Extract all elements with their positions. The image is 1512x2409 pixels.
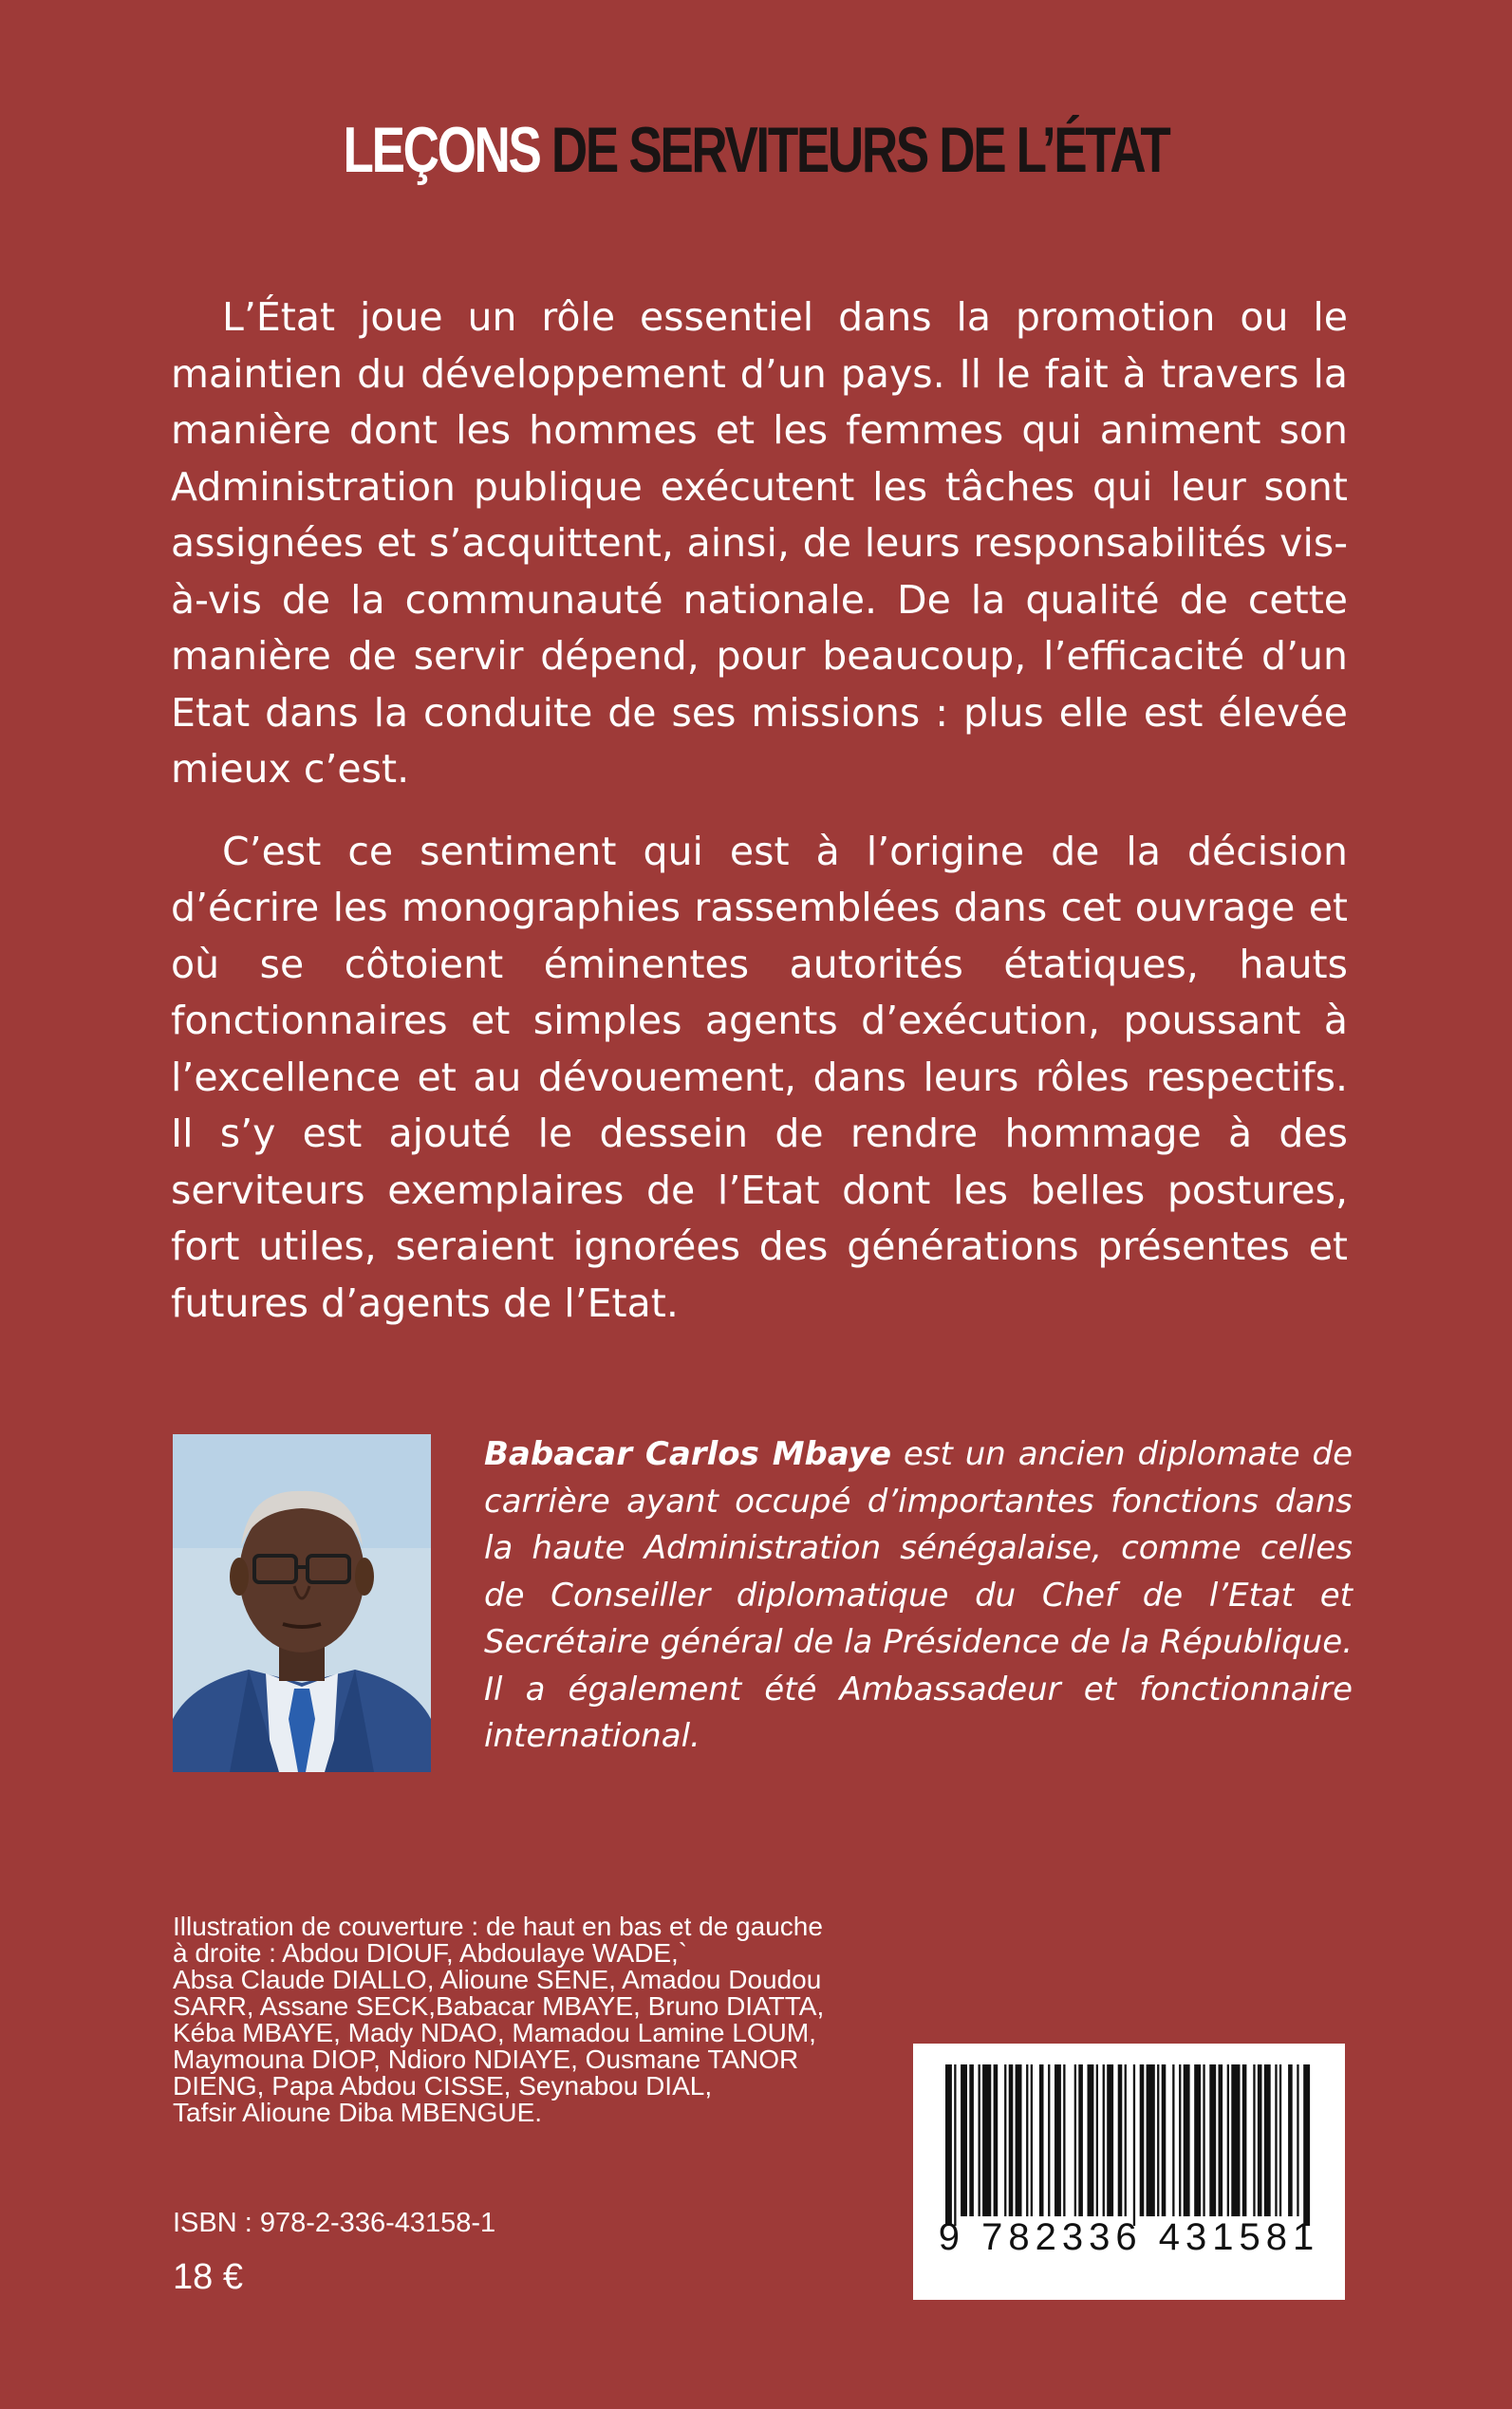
barcode-bar <box>1172 2064 1174 2216</box>
barcode-bar <box>1279 2064 1281 2216</box>
barcode-bar <box>1209 2064 1216 2216</box>
barcode-bar <box>1031 2064 1033 2216</box>
barcode-bar <box>1275 2064 1277 2216</box>
barcode-bar <box>1009 2064 1014 2216</box>
barcode-bar <box>954 2064 956 2226</box>
barcode-bar <box>1026 2064 1028 2216</box>
author-portrait-image <box>173 1434 431 1772</box>
blurb-paragraph-2: C’est ce sentiment qui est à l’origine de la décision d’écrire les monographies rassemblées dans cet ouvrage et où se côtoient éminentes autorités étatiques, hauts fonctionnaires et simples agents d’exécution, poussant à l’excellence et au dévouement, dans leurs rôles respectifs. Il s’y est ajouté le dessein de rendre hommage à des serviteurs exemplaires de l’Etat dont les belles postures, fort utiles, seraient ignorées des générations présentes et futures d’agents de l’Etat. <box>171 828 1348 1326</box>
barcode-bar <box>1242 2064 1247 2216</box>
barcode-bar <box>1219 2064 1223 2216</box>
barcode-bar <box>1203 2064 1204 2216</box>
barcode-bar <box>1063 2064 1065 2216</box>
barcode-bar <box>1103 2064 1105 2216</box>
book-title <box>166 112 1346 190</box>
title-word-lecons: LEÇONS <box>343 114 540 186</box>
barcode-bars <box>913 2044 1345 2300</box>
barcode-bar <box>1231 2064 1240 2216</box>
author-name: Babacar Carlos Mbaye <box>484 1435 892 1473</box>
barcode-bar <box>1118 2064 1123 2216</box>
barcode-bar <box>1264 2064 1271 2216</box>
barcode-bar <box>1194 2064 1201 2216</box>
barcode-bar <box>1140 2064 1145 2216</box>
barcode-bar <box>1074 2064 1076 2216</box>
barcode-bar <box>1048 2064 1050 2216</box>
author-photo <box>173 1434 431 1772</box>
barcode-bar <box>1039 2064 1044 2216</box>
barcode-bar <box>945 2064 952 2226</box>
barcode-bar <box>1184 2064 1190 2216</box>
barcode-bar <box>1088 2064 1094 2216</box>
barcode-digits: 9 782336 431581 <box>938 2216 1320 2258</box>
barcode-bar <box>1288 2064 1293 2216</box>
barcode-bar <box>1055 2064 1061 2216</box>
barcode-bar <box>994 2064 999 2216</box>
barcode <box>913 2044 1345 2300</box>
barcode-bar <box>1297 2064 1298 2216</box>
barcode-bar <box>1162 2064 1167 2216</box>
barcode-bar <box>1078 2064 1083 2216</box>
cover-illustration-credit: Illustration de couverture : de haut en bas et de gauche à droite : Abdou DIOUF, Abdoulaye WADE,` Absa Claude DIALLO, Alioune SENE, Amadou Doudou SARR, Assane SECK,Babacar MBAYE, Bruno DIATTA, Kéba MBAYE, Mady NDAO, Mamadou Lamine LOUM, Maymouna DIOP, Ndioro NDIAYE, Ousmane TANOR DIENG, Papa Abdou CISSE, Seynabou DIAL, Tafsir Alioune Diba MBENGUE. <box>173 1912 825 2127</box>
barcode-bar <box>1157 2064 1159 2216</box>
barcode-bar <box>982 2064 991 2216</box>
barcode-bar <box>1107 2064 1113 2216</box>
barcode-bar <box>1133 2064 1135 2226</box>
author-bio-text: est un ancien diplomate de carrière ayant occupé d’importantes fonctions dans la haute Administration sénégalaise, comme celles de Conseiller diplomatique du Chef de l’Etat et Secrétaire général de la Présidence de la République. Il a également été Ambassadeur et fonctionnaire international. <box>484 1435 1353 1755</box>
title-rest: DE SERVITEURS DE L’ÉTAT <box>551 114 1169 186</box>
price: 18 € <box>173 2257 243 2297</box>
barcode-bar <box>1303 2064 1310 2226</box>
blurb-paragraph-1: L’État joue un rôle essentiel dans la promotion ou le maintien du développement d’un pays. Il le fait à travers la manière dont les hommes et les femmes qui animent son Administration publique exécutent les tâches qui leur sont assignées et s’acquittent, ainsi, de leurs responsabilités vis-à-vis de la communauté nationale. De la qualité de cette manière de servir dépend, pour beaucoup, l’efficacité d’un Etat dans la conduite de ses missions : plus elle est élevée mieux c’est. <box>171 294 1348 792</box>
barcode-bar <box>969 2064 974 2216</box>
barcode-bar <box>979 2064 980 2216</box>
barcode-bar <box>1227 2064 1229 2216</box>
barcode-bar <box>1179 2064 1181 2216</box>
barcode-bar <box>1004 2064 1006 2216</box>
barcode-bar <box>1258 2064 1262 2216</box>
barcode-bar <box>1147 2064 1155 2216</box>
barcode-bar <box>1253 2064 1255 2216</box>
isbn: ISBN : 978-2-336-43158-1 <box>173 2208 496 2238</box>
back-cover-blurb <box>171 289 1348 1332</box>
barcode-bar <box>1125 2064 1127 2216</box>
author-bio <box>484 1431 1353 1761</box>
barcode-bar <box>1096 2064 1098 2216</box>
barcode-bar <box>961 2064 967 2216</box>
barcode-bar <box>1016 2064 1022 2216</box>
